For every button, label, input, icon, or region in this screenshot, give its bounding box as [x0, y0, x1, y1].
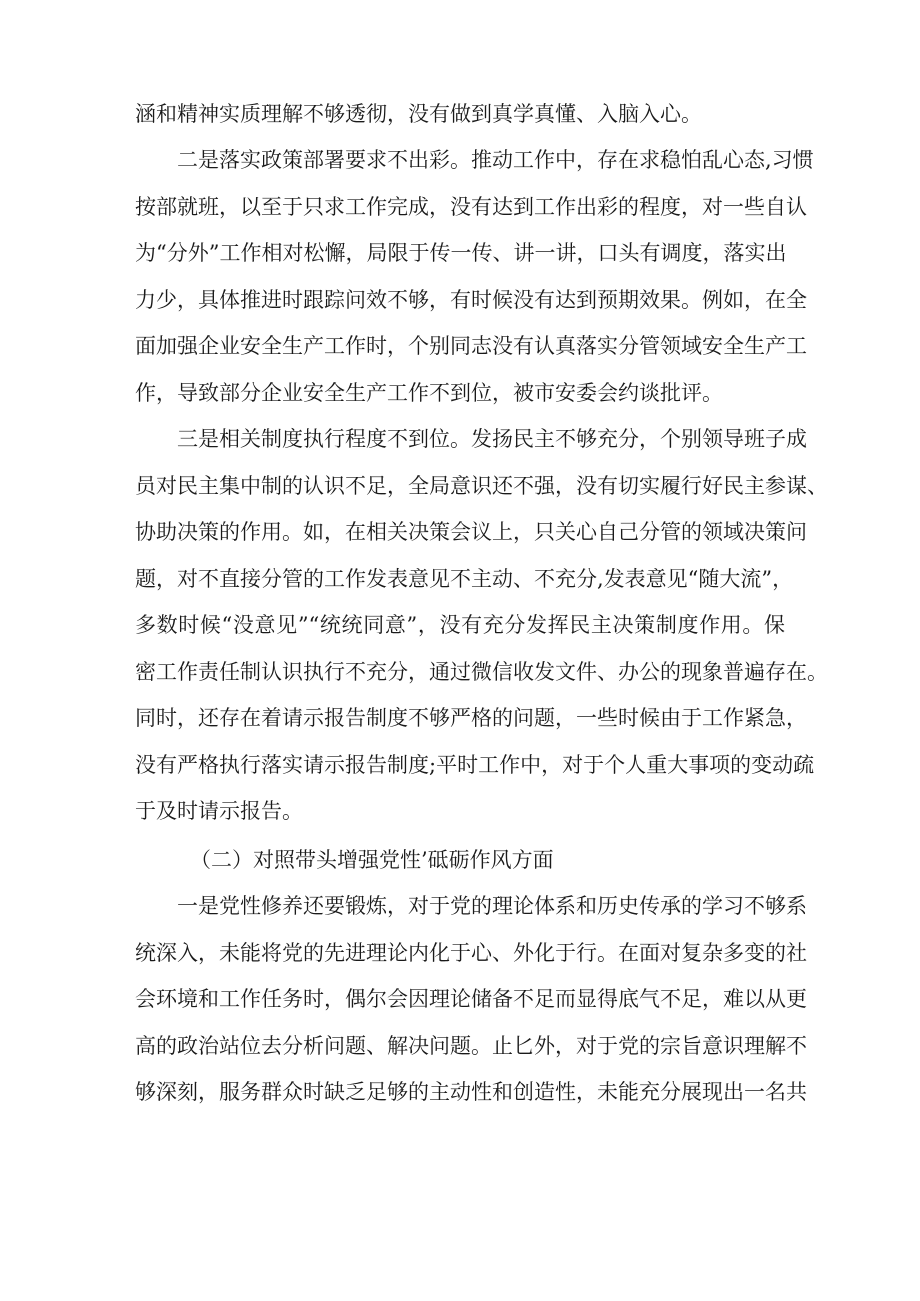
text-line: 多数时候“没意见”“统统同意”，没有充分发挥民主决策制度作用。保	[135, 613, 785, 637]
text-line: 题，对不直接分管的工作发表意见不主动、不充分,发表意见“随大流”，	[135, 567, 794, 591]
text-line: 三是相关制度执行程度不到位。发扬民主不够充分，个别领导班子成	[177, 427, 807, 451]
text-line: 高的政治站位去分析问题、解决问题。止匕外，对于党的宗旨意识理解不	[135, 1034, 807, 1058]
text-line: 会环境和工作任务时，偶尔会因理论储备不足而显得底气不足，难以从更	[135, 987, 807, 1011]
text-line: 够深刻，服务群众时缺乏足够的主动性和创造性，未能充分展现出一名共	[135, 1080, 807, 1104]
text-line: 员对民主集中制的认识不足，全局意识还不强，没有切实履行好民主参谋、	[135, 474, 828, 498]
text-line: 面加强企业安全生产工作时，个别同志没有认真落实分管领域安全生产工	[135, 334, 807, 358]
text-line: 密工作责任制认识执行不充分，通过微信收发文件、办公的现象普遍存在。	[135, 660, 828, 684]
text-line: 一是党性修养还要锻炼，对于党的理论体系和历史传承的学习不够系	[177, 894, 807, 918]
text-line: 于及时请示报告。	[135, 799, 303, 823]
text-line: 涵和精神实质理解不够透彻，没有做到真学真懂、入脑入心。	[135, 102, 702, 126]
text-line: 二是落实政策部署要求不出彩。推动工作中，存在求稳怕乱心态,习惯	[177, 148, 814, 172]
text-line: 力少，具体推进时跟踪问效不够，有时候没有达到预期效果。例如，在全	[135, 288, 807, 312]
text-line: 统深入，未能将党的先进理论内化于心、外化于行。在面对复杂多变的社	[135, 941, 807, 965]
text-line: 为“分外”工作相对松懈，局限于传一传、讲一讲，口头有调度，落实出	[135, 241, 787, 265]
text-line: 按部就班，以至于只求工作完成，没有达到工作出彩的程度，对一些自认	[135, 195, 807, 219]
text-line: 作，导致部分企业安全生产工作不到位，被市安委会约谈批评。	[135, 381, 723, 405]
text-line: 协助决策的作用。如，在相关决策会议上，只关心自己分管的领域决策问	[135, 520, 807, 544]
section-heading: （二）对照带头增强党性’砥砺作风方面	[190, 848, 554, 872]
text-line: 同时，还存在着请示报告制度不够严格的问题，一些时候由于工作紧急，	[135, 706, 807, 730]
text-line: 没有严格执行落实请示报告制度;平时工作中，对于个人重大事项的变动疏	[135, 753, 815, 777]
